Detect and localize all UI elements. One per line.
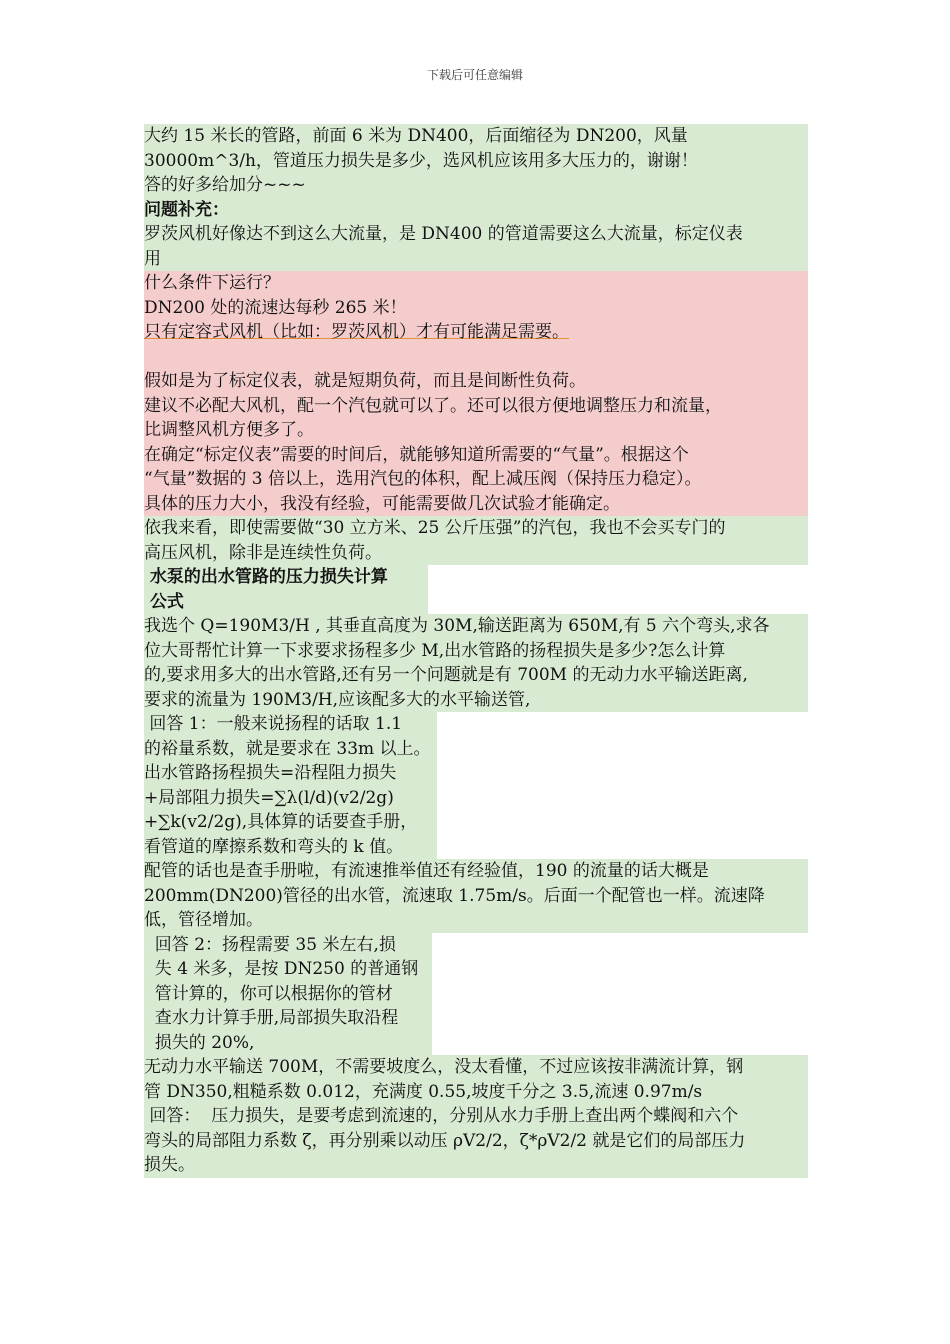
text-line — [144, 467, 808, 492]
text-line — [144, 810, 437, 835]
text-line — [144, 516, 808, 541]
text-line — [144, 565, 428, 590]
text-line-content: 要求的流量为 190M3/H,应该配多大的水平输送管, — [144, 689, 531, 710]
text-line — [144, 761, 437, 786]
text-line — [144, 173, 808, 198]
text-line-content: 答的好多给加分~~~ — [144, 175, 306, 195]
text-line-content: 200mm(DN200)管径的出水管，流速取 1.75m/s。后面一个配管也一样。流速降 — [144, 885, 765, 906]
text-line — [144, 835, 437, 860]
text-line-content: 大约 15 米长的管路，前面 6 米为 DN400，后面缩径为 DN200，风量 — [144, 126, 688, 146]
text-line — [144, 859, 808, 884]
text-line — [144, 1031, 432, 1056]
text-line — [144, 1129, 808, 1154]
text-line-content: 30000m^3/h，管道压力损失是多少，选风机应该用多大压力的，谢谢！ — [144, 150, 698, 171]
text-line-content: 依我来看，即使需要做“30 立方米、25 公斤压强”的汽包，我也不会买专门的 — [144, 518, 726, 538]
text-line-content: 罗茨风机好像达不到这么大流量，是 DN400 的管道需要这么大流量，标定仪表 — [144, 224, 743, 244]
text-line-content: 只有定容式风机（比如：罗茨风机）才有可能满足需要。 — [144, 322, 569, 342]
text-line-content: +∑k(v2/2g),具体算的话要查手册， — [144, 812, 418, 832]
text-line-content: 损失。 — [144, 1155, 195, 1175]
text-line — [144, 1153, 808, 1178]
text-line — [144, 1006, 432, 1031]
text-line-content: 配管的话也是查手册啦，有流速推举值还有经验值，190 的流量的话大概是 — [144, 861, 709, 881]
text-line — [144, 884, 808, 909]
text-line — [144, 908, 808, 933]
text-line-content: DN200 处的流速达每秒 265 米！ — [144, 297, 407, 318]
text-line — [144, 320, 808, 345]
text-line-content: 出水管路扬程损失=沿程阻力损失 — [144, 763, 397, 783]
text-line — [144, 296, 808, 321]
text-line-content: 的裕量系数，就是要求在 33m 以上。 — [144, 738, 431, 759]
text-line-content: 公式 — [144, 591, 184, 612]
text-line — [144, 394, 808, 419]
text-line-content: “气量”数据的 3 倍以上，选用汽包的体积，配上减压阀（保持压力稳定）。 — [144, 469, 702, 489]
text-line-content: 用 — [144, 248, 161, 269]
text-line — [144, 688, 808, 713]
text-line-content: 什么条件下运行？ — [144, 273, 280, 293]
text-line-content: 失 4 米多，是按 DN250 的普通钢 — [144, 959, 419, 979]
text-line — [144, 271, 808, 296]
text-line — [144, 369, 808, 394]
text-line-content: 建议不必配大风机，配一个汽包就可以了。还可以很方便地调整压力和流量， — [144, 395, 722, 416]
text-line-content: 管 DN350,粗糙系数 0.012，充满度 0.55,坡度千分之 3.5,流速 0.97m/s — [144, 1081, 703, 1102]
text-line — [144, 492, 808, 517]
text-line — [144, 418, 808, 443]
text-line — [144, 712, 437, 737]
text-line-content: 损失的 20%, — [144, 1032, 255, 1053]
text-line — [144, 247, 808, 272]
text-line — [144, 663, 808, 688]
text-line-content: 回答 1：一般来说扬程的话取 1.1 — [144, 714, 403, 734]
text-line — [144, 737, 437, 762]
text-line-content: 位大哥帮忙计算一下求要求扬程多少 M,出水管路的扬程损失是多少?怎么计算 — [144, 640, 726, 661]
text-line — [144, 933, 432, 958]
text-line-content: 比调整风机方便多了。 — [144, 420, 314, 440]
text-line — [144, 590, 428, 615]
text-line — [144, 198, 808, 223]
text-line — [144, 124, 808, 149]
text-line-content: 假如是为了标定仪表，就是短期负荷，而且是间断性负荷。 — [144, 371, 586, 391]
text-line-content: 低，管径增加。 — [144, 910, 263, 930]
text-line-content: 我选个 Q=190M3/H , 其垂直高度为 30M,输送距离为 650M,有 5 六个弯头,求各 — [144, 616, 770, 636]
text-line — [144, 982, 432, 1007]
text-line — [144, 541, 808, 566]
text-line-content: 无动力水平输送 700M，不需要坡度么，没太看懂，不过应该按非满流计算，钢 — [144, 1057, 744, 1077]
text-line-content: 弯头的局部阻力系数 ζ，再分别乘以动压 ρV2/2，ζ*ρV2/2 就是它们的局部压力 — [144, 1130, 746, 1151]
text-line-content: 管计算的，你可以根据你的管材 — [144, 983, 393, 1004]
text-line — [144, 1055, 808, 1080]
text-line — [144, 149, 808, 174]
text-line — [144, 639, 808, 664]
text-line-content: 看管道的摩擦系数和弯头的 k 值。 — [144, 836, 404, 857]
text-line-content: 回答： 压力损失，是要考虑到流速的，分别从水力手册上查出两个蝶阀和六个 — [144, 1106, 739, 1126]
text-line — [144, 345, 808, 370]
text-line — [144, 786, 437, 811]
text-line-content: +局部阻力损失=∑λ(l/d)(v2/2g) — [144, 787, 394, 808]
text-line-content: 问题补充： — [144, 199, 229, 220]
text-line — [144, 443, 808, 468]
text-line-content: 具体的压力大小，我没有经验，可能需要做几次试验才能确定。 — [144, 493, 620, 514]
text-line — [144, 222, 808, 247]
text-line-content: 的,要求用多大的出水管路,还有另一个问题就是有 700M 的无动力水平输送距离, — [144, 665, 748, 685]
text-line — [144, 1104, 808, 1129]
text-line-content: 回答 2：扬程需要 35 米左右,损 — [144, 934, 396, 955]
document-body — [144, 124, 808, 1178]
text-line-content: 水泵的出水管路的压力损失计算 — [144, 567, 388, 587]
page-header: 下载后可任意编辑 — [426, 68, 523, 82]
text-line — [144, 614, 808, 639]
text-line-content: 在确定“标定仪表”需要的时间后，就能够知道所需要的“气量”。根据这个 — [144, 444, 689, 465]
text-line — [144, 1080, 808, 1105]
text-line-content: 查水力计算手册,局部损失取沿程 — [144, 1008, 399, 1028]
text-line — [144, 957, 432, 982]
text-line-content: 高压风机，除非是连续性负荷。 — [144, 542, 382, 563]
